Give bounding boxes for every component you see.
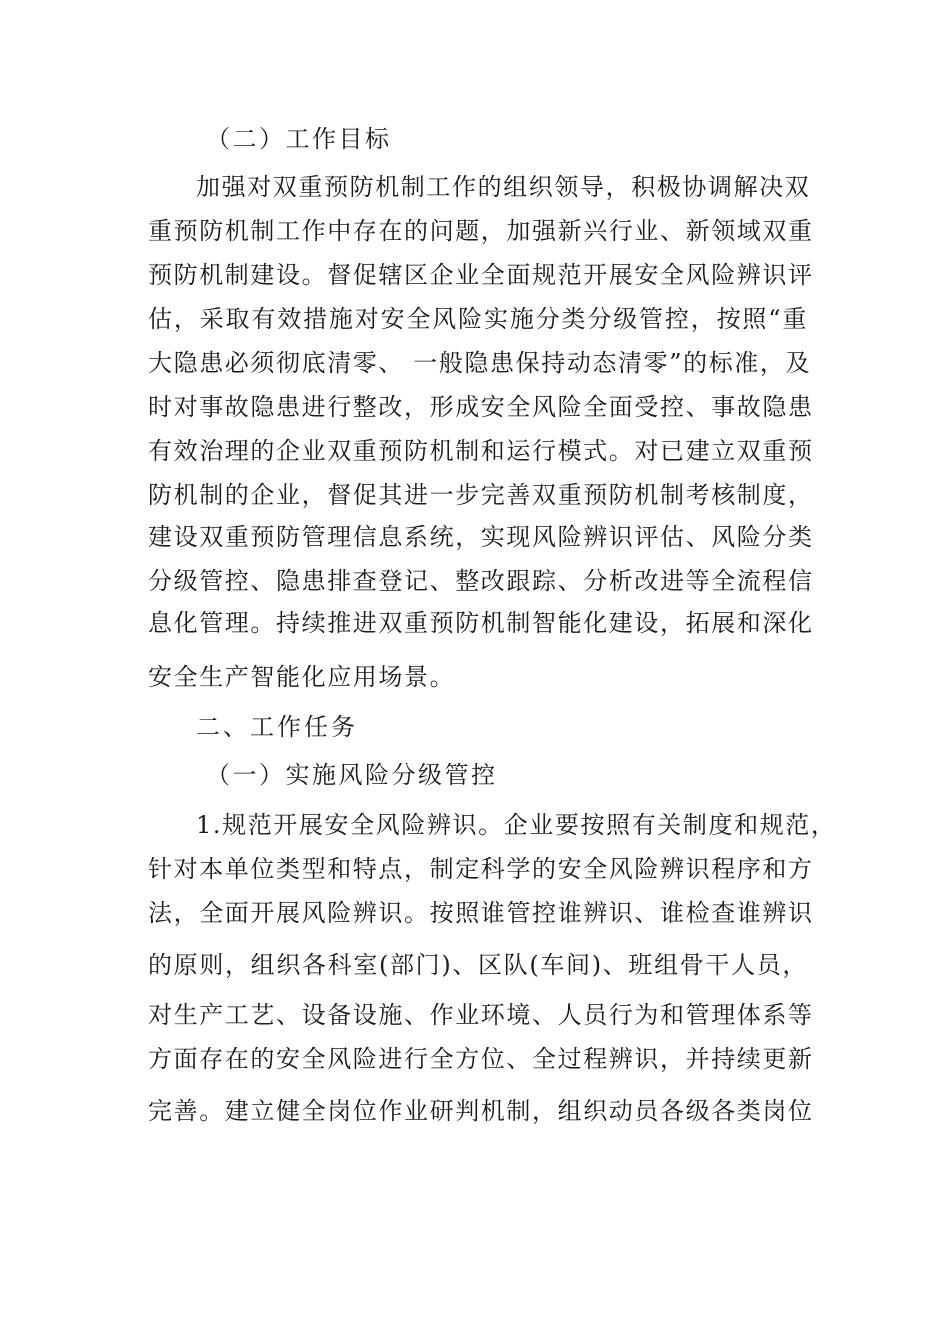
paragraph-line: 建设双重预防管理信息系统，实现风险辨识评估、风险分类 xyxy=(148,523,814,551)
paragraph-line: 时对事故隐患进行整改，形成安全风险全面受控、事故隐患 xyxy=(148,393,814,421)
paragraph-line: 完善。建立健全岗位作业研判机制，组织动员各级各类岗位 xyxy=(148,1097,814,1125)
paragraph-line: 加强对双重预防机制工作的组织领导，积极协调解决双 xyxy=(196,173,811,201)
heading-work-goal: （二）工作目标 xyxy=(206,125,392,153)
paragraph-line: 1.规范开展安全风险辨识。企业要按照有关制度和规范， xyxy=(196,811,837,839)
paragraph-line: 对生产工艺、设备设施、作业环境、人员行为和管理体系等 xyxy=(148,1001,814,1029)
paragraph-line: 针对本单位类型和特点，制定科学的安全风险辨识程序和方 xyxy=(148,855,814,883)
paragraph-line: 预防机制建设。督促辖区企业全面规范开展安全风险辨识评 xyxy=(148,261,814,289)
paragraph-line: 防机制的企业，督促其进一步完善双重预防机制考核制度， xyxy=(148,481,814,509)
heading-risk-control: （一）实施风险分级管控 xyxy=(206,761,498,789)
paragraph-line: 重预防机制工作中存在的问题，加强新兴行业、新领域双重 xyxy=(148,217,814,245)
paragraph-line: 有效治理的企业双重预防机制和运行模式。对已建立双重预 xyxy=(148,437,814,465)
heading-work-tasks: 二、工作任务 xyxy=(196,713,358,741)
paragraph-line: 的原则，组织各科室(部门)、区队(车间)、班组骨干人员， xyxy=(148,951,808,979)
paragraph-line: 方面存在的安全风险进行全方位、全过程辨识，并持续更新 xyxy=(148,1045,814,1073)
paragraph-line: 大隐患必须彻底清零、 一般隐患保持动态清零”的标准，及 xyxy=(148,349,812,377)
paragraph-line: 法，全面开展风险辨识。按照谁管控谁辨识、谁检查谁辨识 xyxy=(148,899,814,927)
paragraph-line: 估，采取有效措施对安全风险实施分类分级管控，按照“重 xyxy=(148,305,808,333)
paragraph-line: 分级管控、隐患排查登记、整改跟踪、分析改进等全流程信 xyxy=(148,567,814,595)
paragraph-line: 息化管理。持续推进双重预防机制智能化建设，拓展和深化 xyxy=(148,609,814,637)
paragraph-line: 安全生产智能化应用场景。 xyxy=(148,663,456,691)
